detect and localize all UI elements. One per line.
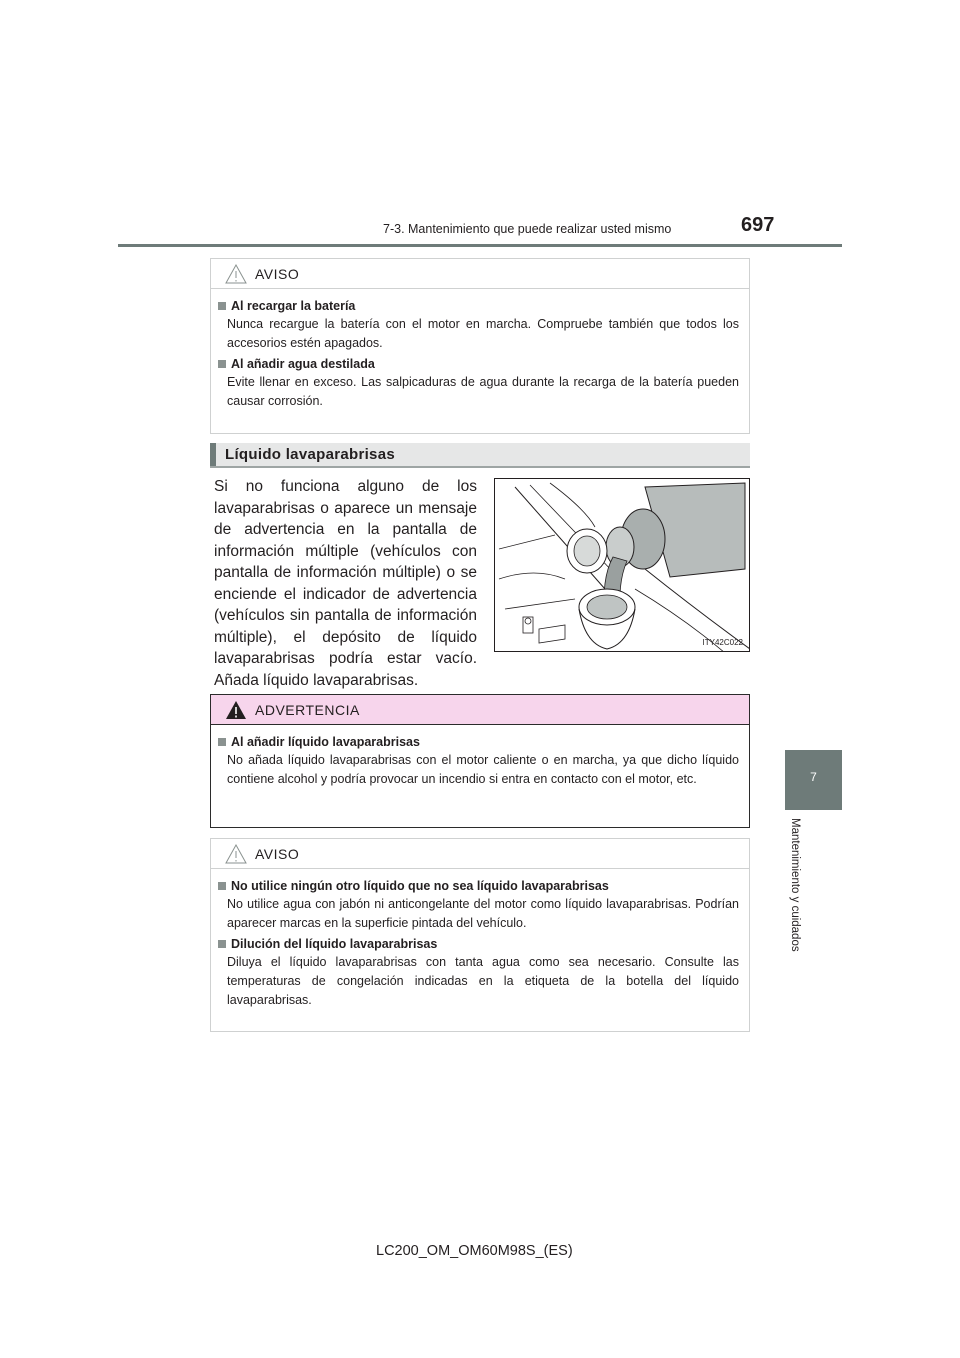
item-title-text: Dilución del líquido lavaparabrisas <box>231 937 438 951</box>
notice-item-title <box>218 299 739 313</box>
item-title-text: Al añadir agua destilada <box>231 357 375 371</box>
notice-item-text: Nunca recargue la batería con el motor en marcha. Compruebe también que todos los accesorios estén apagados. <box>227 317 739 350</box>
warning-triangle-icon <box>225 700 247 720</box>
page-header <box>0 0 960 250</box>
notice-box-washer <box>210 838 750 1032</box>
page-number: 697 <box>741 214 775 236</box>
chapter-title: Mantenimiento y cuidados <box>789 818 801 952</box>
notice-item-text: Diluya el líquido lavaparabrisas con tanta agua como sea necesario. Consulte las temperaturas de congelación indicadas en la etiqueta de la botella del líquido lavaparabrisas. <box>227 955 739 1007</box>
bullet-square-icon <box>218 882 226 890</box>
notice-item-title <box>218 879 739 893</box>
notice-body <box>211 869 749 1024</box>
warning-box <box>210 694 750 828</box>
caution-outline-icon <box>225 264 247 284</box>
notice-heading: AVISO <box>255 845 300 862</box>
item-title-text: Al recargar la batería <box>231 299 356 313</box>
warning-body <box>211 725 749 803</box>
chapter-label <box>787 818 807 978</box>
item-title-text: Al añadir líquido lavaparabrisas <box>231 735 420 749</box>
notice-box-battery <box>210 258 750 434</box>
section-heading <box>210 443 750 468</box>
bullet-square-icon <box>218 302 226 310</box>
heading-bar <box>210 443 216 466</box>
notice-body <box>211 289 749 425</box>
chapter-number: 7 <box>810 770 817 784</box>
warning-item-text: No añada líquido lavaparabrisas con el motor caliente o en marcha, ya que dicho líquido contiene alcohol y podría provocar un incendio si entra en contacto con el motor, etc. <box>227 753 739 786</box>
caution-outline-icon <box>225 844 247 864</box>
notice-heading: AVISO <box>255 265 300 282</box>
item-title-text: No utilice ningún otro líquido que no sea líquido lavaparabrisas <box>231 879 609 893</box>
warning-heading: ADVERTENCIA <box>255 701 360 718</box>
section-heading-text: Líquido lavaparabrisas <box>225 446 395 463</box>
notice-item-text: No utilice agua con jabón ni anticongelante del motor como líquido lavaparabrisas. Podrían aparecer marcas en la superficie pintada del vehículo. <box>227 897 739 930</box>
washer-fluid-drawing <box>495 479 750 652</box>
warning-header <box>211 695 749 725</box>
notice-item-text: Evite llenar en exceso. Las salpicaduras de agua durante la recarga de la batería pueden causar corrosión. <box>227 375 739 408</box>
document-code: LC200_OM_OM60M98S_(ES) <box>376 1243 573 1259</box>
notice-header <box>211 259 749 289</box>
bullet-square-icon <box>218 738 226 746</box>
notice-item-title <box>218 937 739 951</box>
washer-fluid-illustration <box>494 478 750 652</box>
chapter-tab <box>785 750 842 810</box>
header-divider <box>118 244 842 247</box>
bullet-square-icon <box>218 940 226 948</box>
notice-header <box>211 839 749 869</box>
bullet-square-icon <box>218 360 226 368</box>
notice-item-title <box>218 357 739 371</box>
warning-item-title <box>218 735 739 749</box>
body-paragraph: Si no funciona alguno de los lavaparabrisas o aparece un mensaje de advertencia en la pantalla de información múltiple (vehículos con pantalla de información múltiple) o se enciende el indicador de advertencia (vehículos sin pantalla de información múltiple), el depósito de líquido lavaparabrisas podría estar vacío. Añada líquido lavaparabrisas. <box>214 478 477 689</box>
section-title: 7-3. Mantenimiento que puede realizar usted mismo <box>383 222 672 236</box>
figure-code: ITY42C022 <box>702 638 743 647</box>
